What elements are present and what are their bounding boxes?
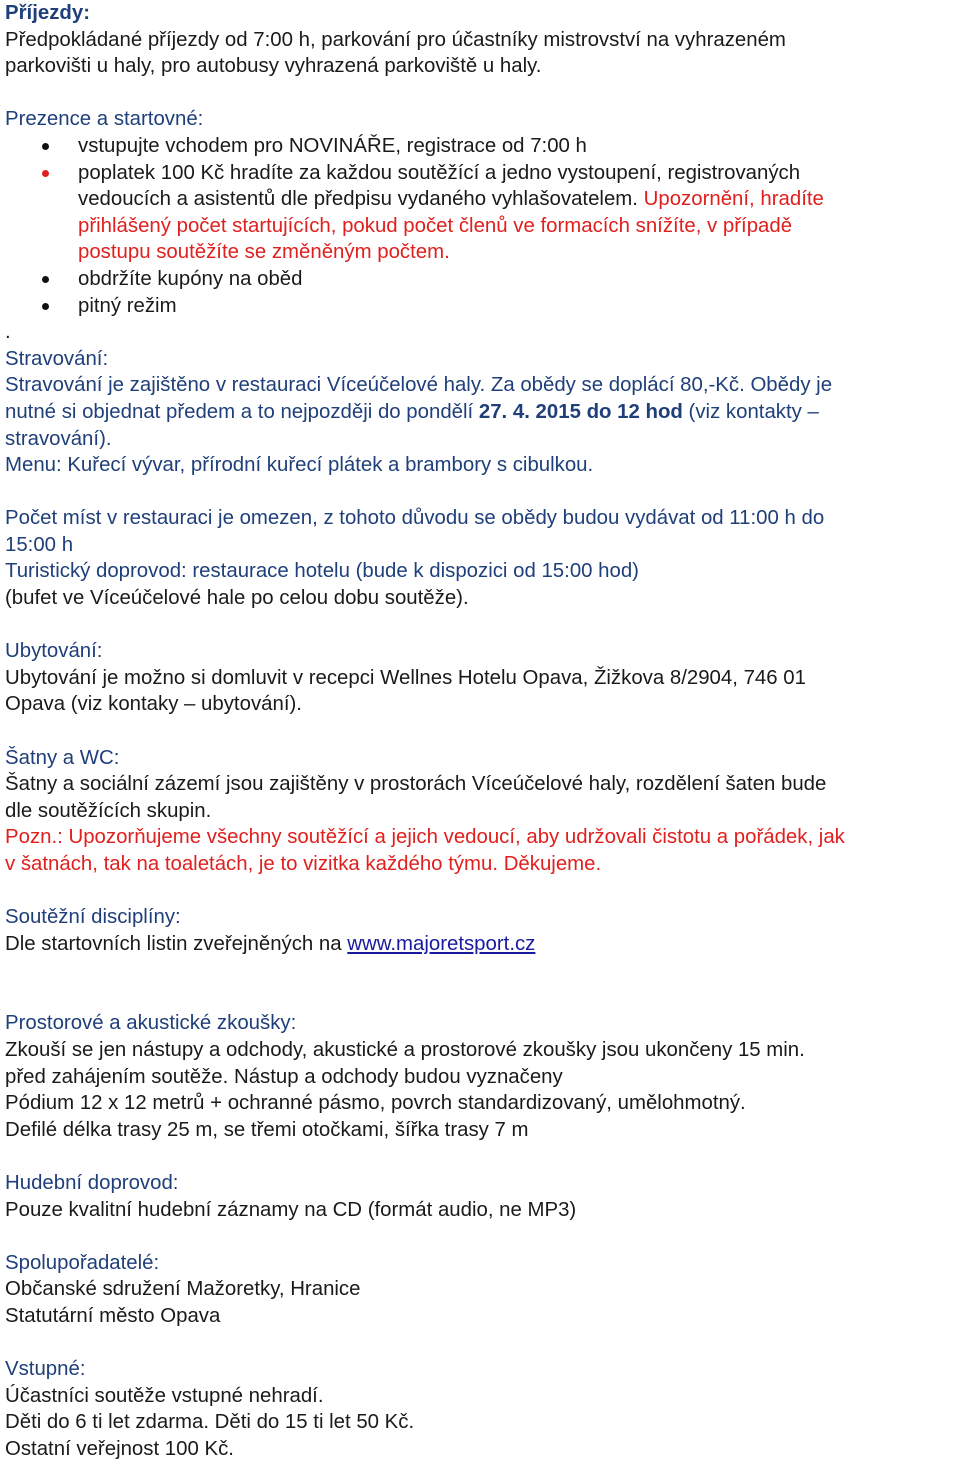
arrivals-text-line: Předpokládané příjezdy od 7:00 h, parkování pro účastníky mistrovství na vyhrazeném [5, 28, 786, 51]
admission-heading: Vstupné: [5, 1358, 86, 1381]
music-heading: Hudební doprovod: [5, 1171, 179, 1194]
catering-heading: Stravování: [5, 347, 109, 370]
wardrobe-note: Pozn.: Upozorňujeme všechny soutěžící a jejich vedoucí, aby udržovali čistotu a pořádek, jak [5, 826, 845, 849]
majoretsport-link[interactable]: www.majoretsport.cz [347, 932, 536, 955]
bullet-icon [42, 143, 49, 150]
order-deadline: 27. 4. 2015 do 12 hod [478, 400, 683, 423]
separator-dot: . [5, 321, 11, 344]
bullet-icon [42, 276, 49, 283]
wardrobe-heading: Šatny a WC: [5, 746, 120, 769]
bullet-icon [42, 170, 49, 177]
list-item: vstupujte vchodem pro NOVINÁŘE, registrace od 7:00 h [5, 133, 955, 160]
menu-text: Menu: Kuřecí vývar, přírodní kuřecí plátek a brambory s cibulkou. [5, 454, 594, 477]
rehearsals-heading: Prostorové a akustické zkoušky: [5, 1012, 297, 1035]
accommodation-heading: Ubytování: [5, 640, 103, 663]
registration-heading: Prezence a startovné: [5, 108, 204, 131]
list-item: poplatek 100 Kč hradíte za každou soutěžící a jedno vystoupení, registrovaných vedoucích a asistentů dle předpisu vydaného vyhlašovatelem. Upozornění, hradíte přihlášený počet startujících, pokud počet členů ve formacích snížíte, v případě postupu soutěžíte se změněným počtem. [5, 160, 955, 266]
list-item: pitný režim [5, 293, 955, 320]
registration-list [5, 133, 955, 319]
warning-text: přihlášený počet startujících, pokud počet členů ve formacích snížíte, v případě [78, 214, 793, 237]
bullet-icon [42, 303, 49, 310]
document-page: Příjezdy: Předpokládané příjezdy od 7:00 h, parkování pro účastníky mistrovství na vyhrazeném parkovišti u haly, pro autobusy vyhrazená parkoviště u haly. Prezence a startovné: vstupujte vchodem pro NOVINÁŘE, registrace od 7:00 h poplatek 100 Kč hradíte za každou soutěžící a jedno vystoupení, registrovaných vedoucích a asistentů dle předpisu vydaného vyhlašovatelem. Upozornění, hradíte přihlášený počet startujících, pokud počet členů ve formacích snížíte, v případě postupu soutěžíte se změněným počtem. obdržíte kupóny na oběd pitný režim . Stravování: Stravování je zajištěno v restauraci Víceúčelové haly. Za obědy se doplácí 80,-Kč. Obědy je nutné si objednat předem a to nejpozději do pondělí 27. 4. 2015 do 12 hod (viz kontakty – stravování). Menu: Kuřecí vývar, přírodní kuřecí plátek a brambory s cibulkou. Počet míst v restauraci je omezen, z tohoto důvodu se obědy budou vydávat od 11:00 h do 15:00 h Turistický doprovod: restaurace hotelu (bude k dispozici od 15:00 hod) (bufet ve Víceúčelové hale po celou dobu soutěže). Ubytování: Ubytování je možno si domluvit v recepci Wellnes Hotelu Opava, Žižkova 8/2904, 746 01 Opava (viz kontaky – ubytování). Šatny a WC: Šatny a sociální zázemí jsou zajištěny v prostorách Víceúčelové haly, rozdělení šaten bude dle soutěžících skupin. Pozn.: Upozorňujeme všechny soutěžící a jejich vedoucí, aby udržovali čistotu a pořádek, jak v šatnách, tak na toaletách, je to vizitka každého týmu. Děkujeme. Soutěžní disciplíny: Dle startovních listin zveřejněných na www.majoretsport.cz Prostorové a akustické zkoušky: Zkouší se jen nástupy a odchody, akustické a prostorové zkoušky jsou ukončeny 15 min. před zahájením soutěže. Nástup a odchody budou vyznačeny Pódium 12 x 12 metrů + ochranné pásmo, povrch standardizovaný, umělohmotný. Defilé délka trasy 25 m, se třemi otočkami, šířka trasy 7 m Hudební doprovod: Pouze kvalitní hudební záznamy na CD (formát audio, ne MP3) Spolupořadatelé: Občanské sdružení Mažoretky, Hranice Statutární město Opava Vstupné: Účastníci soutěže vstupné nehradí. Děti do 6 ti let zdarma. Děti do 15 ti let 50 Kč. Ostatní veřejnost 100 Kč. [5, 0, 955, 1462]
arrivals-text-line: parkovišti u haly, pro autobusy vyhrazená parkoviště u haly. [5, 55, 542, 78]
arrivals-heading: Příjezdy: [5, 2, 90, 24]
warning-text: postupu soutěžíte se změněným počtem. [78, 241, 450, 264]
warning-text: Upozornění, hradíte [643, 188, 824, 211]
disciplines-heading: Soutěžní disciplíny: [5, 906, 181, 929]
list-item: obdržíte kupóny na oběd [5, 266, 955, 293]
coorganizers-heading: Spolupořadatelé: [5, 1251, 160, 1274]
